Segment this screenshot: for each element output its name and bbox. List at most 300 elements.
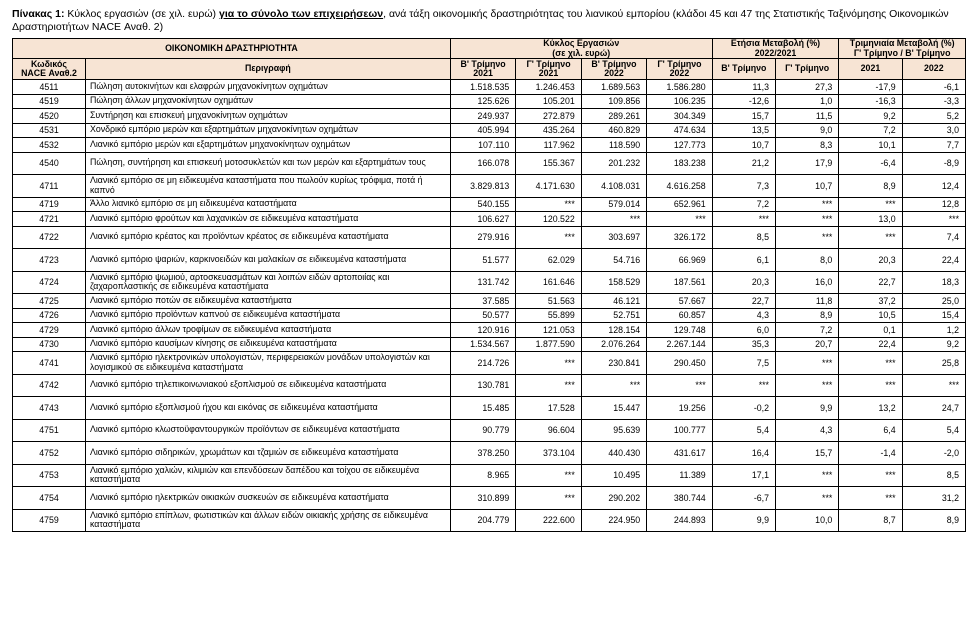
cell-annual-q2: -6,7 [712,487,775,510]
cell-q3-2022: 100.777 [647,419,712,442]
cell-q3-2021: 435.264 [516,123,581,138]
cell-code: 4725 [13,294,86,309]
cell-q3-2022: 127.773 [647,138,712,153]
cell-q2-2021: 378.250 [450,442,515,465]
cell-q3-2022: 106.235 [647,94,712,109]
cell-q3-2022: 244.893 [647,509,712,532]
cell-q3-2022: 60.857 [647,308,712,323]
cell-quarter-2022: 24,7 [902,397,965,420]
cell-annual-q2: 7,3 [712,175,775,198]
table-row [13,197,966,212]
cell-q2-2022: 201.232 [581,152,646,175]
table-row [13,249,966,272]
cell-description: Λιανικό εμπόριο ηλεκτρονικών υπολογιστών, περιφερειακών μονάδων υπολογιστών και λογισμικού σε ειδικευμένα καταστήματα [85,352,450,375]
cell-q3-2021: *** [516,226,581,249]
header-code [13,59,86,80]
cell-code: 4724 [13,271,86,294]
cell-quarter-2022: -3,3 [902,94,965,109]
cell-q2-2021: 130.781 [450,374,515,397]
cell-quarter-2022: 8,9 [902,509,965,532]
cell-code: 4742 [13,374,86,397]
cell-q2-2021: 51.577 [450,249,515,272]
cell-quarter-2022: 9,2 [902,337,965,352]
cell-q2-2022: 4.108.031 [581,175,646,198]
cell-q2-2022: 289.261 [581,109,646,124]
cell-q3-2022: 19.256 [647,397,712,420]
header-annual-q2: Β' Τρίμηνο [712,59,775,80]
header-code-line2: NACE Αναθ.2 [21,68,77,78]
header-turnover-title: Κύκλος Εργασιών [543,38,620,48]
cell-q3-2021: 1.877.590 [516,337,581,352]
cell-annual-q3: 9,9 [775,397,838,420]
cell-code: 4723 [13,249,86,272]
cell-q3-2022: 11.389 [647,464,712,487]
header-code-line1: Κωδικός [31,58,67,69]
cell-quarter-2021: *** [839,197,902,212]
cell-quarter-2021: 22,7 [839,271,902,294]
cell-annual-q3: 27,3 [775,80,838,95]
cell-q2-2021: 214.726 [450,352,515,375]
cell-q3-2021: 17.528 [516,397,581,420]
table-row [13,175,966,198]
cell-q2-2021: 1.534.567 [450,337,515,352]
table-row [13,294,966,309]
header-q3-2021-label: Γ' Τρίμηνο [526,58,571,69]
cell-quarter-2021: 10,1 [839,138,902,153]
cell-q2-2021: 540.155 [450,197,515,212]
cell-q2-2022: 109.856 [581,94,646,109]
cell-description: Λιανικό εμπόριο τηλεπικοινωνιακού εξοπλισμού σε ειδικευμένα καταστήματα [85,374,450,397]
cell-q2-2022: 1.689.563 [581,80,646,95]
cell-q2-2022: 95.639 [581,419,646,442]
cell-q2-2021: 3.829.813 [450,175,515,198]
cell-quarter-2021: 7,2 [839,123,902,138]
cell-code: 4511 [13,80,86,95]
cell-q2-2022: 52.751 [581,308,646,323]
table-row [13,442,966,465]
cell-quarter-2021: 37,2 [839,294,902,309]
cell-q3-2022: 326.172 [647,226,712,249]
cell-q3-2021: 121.053 [516,323,581,338]
cell-quarter-2022: -6,1 [902,80,965,95]
cell-code: 4759 [13,509,86,532]
cell-quarter-2021: 8,7 [839,509,902,532]
cell-quarter-2022: 12,4 [902,175,965,198]
cell-annual-q3: 8,3 [775,138,838,153]
cell-annual-q3: 10,0 [775,509,838,532]
cell-q3-2021: 96.604 [516,419,581,442]
table-row [13,109,966,124]
cell-q2-2022: 15.447 [581,397,646,420]
cell-quarter-2022: *** [902,374,965,397]
cell-q2-2022: 224.950 [581,509,646,532]
cell-annual-q2: 5,4 [712,419,775,442]
cell-annual-q2: 6,0 [712,323,775,338]
cell-quarter-2022: 7,7 [902,138,965,153]
caption-text-1: Κύκλος εργασιών (σε χιλ. ευρώ) [64,8,219,20]
header-q2-2021-label: Β' Τρίμηνο [460,58,506,69]
cell-quarter-2021: -1,4 [839,442,902,465]
cell-q3-2021: 4.171.630 [516,175,581,198]
cell-q3-2021: *** [516,352,581,375]
cell-description: Λιανικό εμπόριο ηλεκτρικών οικιακών συσκευών σε ειδικευμένα καταστήματα [85,487,450,510]
table-row [13,80,966,95]
cell-q2-2021: 131.742 [450,271,515,294]
cell-description: Λιανικό εμπόριο μερών και εξαρτημάτων μηχανοκίνητων οχημάτων [85,138,450,153]
cell-description: Πώληση άλλων μηχανοκίνητων οχημάτων [85,94,450,109]
cell-q3-2021: 62.029 [516,249,581,272]
cell-code: 4752 [13,442,86,465]
header-quarterly-change [839,39,966,59]
header-q2-2022-label: Β' Τρίμηνο [591,58,637,69]
cell-annual-q2: *** [712,374,775,397]
cell-quarter-2021: -6,4 [839,152,902,175]
cell-q2-2022: *** [581,374,646,397]
cell-annual-q3: 11,8 [775,294,838,309]
cell-q2-2021: 125.626 [450,94,515,109]
table-row [13,226,966,249]
cell-description: Χονδρικό εμπόριο μερών και εξαρτημάτων μηχανοκίνητων οχημάτων [85,123,450,138]
cell-q3-2022: 129.748 [647,323,712,338]
cell-code: 4719 [13,197,86,212]
cell-q2-2022: 10.495 [581,464,646,487]
cell-quarter-2022: 8,5 [902,464,965,487]
cell-q3-2021: *** [516,487,581,510]
cell-annual-q2: 22,7 [712,294,775,309]
cell-q3-2021: *** [516,464,581,487]
caption-prefix: Πίνακας 1: [12,8,65,20]
cell-description: Λιανικό εμπόριο άλλων τροφίμων σε ειδικευμένα καταστήματα [85,323,450,338]
cell-description: Λιανικό εμπόριο προϊόντων καπνού σε ειδικευμένα καταστήματα [85,308,450,323]
cell-quarter-2021: *** [839,374,902,397]
cell-annual-q3: 16,0 [775,271,838,294]
table-row [13,397,966,420]
cell-description: Λιανικό εμπόριο κλωστοϋφαντουργικών προϊόντων σε ειδικευμένα καταστήματα [85,419,450,442]
cell-q2-2021: 90.779 [450,419,515,442]
header-q3-2022-label: Γ' Τρίμηνο [657,58,702,69]
cell-q3-2022: 290.450 [647,352,712,375]
cell-q3-2021: 272.879 [516,109,581,124]
cell-q2-2021: 310.899 [450,487,515,510]
cell-q2-2022: 440.430 [581,442,646,465]
cell-quarter-2022: 5,4 [902,419,965,442]
cell-q2-2021: 1.518.535 [450,80,515,95]
cell-quarter-2021: *** [839,464,902,487]
cell-quarter-2021: 9,2 [839,109,902,124]
header-turnover-unit: (σε χιλ. ευρώ) [552,47,611,58]
cell-q2-2022: 230.841 [581,352,646,375]
cell-quarter-2022: 25,8 [902,352,965,375]
table-row [13,138,966,153]
cell-description: Λιανικό εμπόριο επίπλων, φωτιστικών και άλλων ειδών οικιακής χρήσης σε ειδικευμένα καταστήματα [85,509,450,532]
cell-annual-q2: 13,5 [712,123,775,138]
table-row [13,323,966,338]
cell-q3-2021: 51.563 [516,294,581,309]
cell-annual-q2: 35,3 [712,337,775,352]
header-q2-2021-year: 2021 [473,68,493,78]
cell-code: 4540 [13,152,86,175]
cell-annual-q2: 4,3 [712,308,775,323]
cell-description: Λιανικό εμπόριο σε μη ειδικευμένα καταστήματα που πωλούν κυρίως τρόφιμα, ποτά ή καπνό [85,175,450,198]
table-row [13,464,966,487]
cell-q3-2021: 161.646 [516,271,581,294]
header-q2-2022 [581,59,646,80]
cell-q2-2021: 50.577 [450,308,515,323]
cell-q2-2021: 106.627 [450,212,515,227]
cell-q3-2022: 652.961 [647,197,712,212]
cell-annual-q3: 9,0 [775,123,838,138]
cell-description: Λιανικό εμπόριο εξοπλισμού ήχου και εικόνας σε ειδικευμένα καταστήματα [85,397,450,420]
cell-annual-q3: 4,3 [775,419,838,442]
cell-quarter-2021: 10,5 [839,308,902,323]
cell-code: 4753 [13,464,86,487]
cell-q3-2022: *** [647,374,712,397]
cell-code: 4721 [13,212,86,227]
cell-q3-2021: *** [516,374,581,397]
cell-code: 4711 [13,175,86,198]
header-turnover [450,39,712,59]
table-row [13,123,966,138]
table-row [13,352,966,375]
cell-q2-2022: 158.529 [581,271,646,294]
cell-annual-q3: *** [775,464,838,487]
cell-q2-2021: 166.078 [450,152,515,175]
cell-code: 4532 [13,138,86,153]
table-body [13,80,966,532]
cell-q3-2022: 4.616.258 [647,175,712,198]
cell-q2-2022: 46.121 [581,294,646,309]
cell-q3-2021: 1.246.453 [516,80,581,95]
header-q3-2022 [647,59,712,80]
cell-annual-q2: 17,1 [712,464,775,487]
cell-q2-2022: 303.697 [581,226,646,249]
cell-quarter-2022: 7,4 [902,226,965,249]
cell-quarter-2021: -16,3 [839,94,902,109]
cell-description: Λιανικό εμπόριο ψωμιού, αρτοσκευασμάτων και λοιπών ειδών αρτοποιίας και ζαχαροπλαστικής σε ειδικευμένα καταστήματα [85,271,450,294]
cell-annual-q3: 8,9 [775,308,838,323]
cell-q3-2021: 155.367 [516,152,581,175]
cell-quarter-2022: 3,0 [902,123,965,138]
header-year-2021: 2021 [839,59,902,80]
cell-description: Συντήρηση και επισκευή μηχανοκίνητων οχημάτων [85,109,450,124]
cell-q3-2022: 57.667 [647,294,712,309]
header-annual-q3: Γ' Τρίμηνο [775,59,838,80]
cell-annual-q3: *** [775,226,838,249]
header-q2-2022-year: 2022 [604,68,624,78]
cell-quarter-2021: 22,4 [839,337,902,352]
cell-q3-2021: 222.600 [516,509,581,532]
cell-q2-2021: 8.965 [450,464,515,487]
cell-quarter-2022: 15,4 [902,308,965,323]
cell-annual-q3: 7,2 [775,323,838,338]
cell-annual-q2: 6,1 [712,249,775,272]
cell-q3-2021: 373.104 [516,442,581,465]
cell-q3-2021: 117.962 [516,138,581,153]
cell-quarter-2022: 25,0 [902,294,965,309]
cell-quarter-2021: -17,9 [839,80,902,95]
table-row [13,374,966,397]
cell-annual-q3: *** [775,197,838,212]
cell-quarter-2022: *** [902,212,965,227]
cell-q3-2021: 105.201 [516,94,581,109]
cell-annual-q3: *** [775,487,838,510]
cell-q3-2022: 380.744 [647,487,712,510]
table-row [13,487,966,510]
cell-q3-2021: 120.522 [516,212,581,227]
cell-quarter-2021: 6,4 [839,419,902,442]
table-row [13,419,966,442]
cell-annual-q2: 20,3 [712,271,775,294]
cell-q3-2021: *** [516,197,581,212]
cell-annual-q3: 8,0 [775,249,838,272]
cell-code: 4741 [13,352,86,375]
cell-quarter-2021: *** [839,352,902,375]
cell-annual-q3: 17,9 [775,152,838,175]
cell-quarter-2021: 13,2 [839,397,902,420]
caption-underlined: για το σύνολο των επιχειρήσεων [218,8,384,20]
header-quarter-title: Τριμηνιαία Μεταβολή (%) [849,38,955,48]
cell-description: Λιανικό εμπόριο φρούτων και λαχανικών σε ειδικευμένα καταστήματα [85,212,450,227]
header-annual-change [712,39,839,59]
cell-q2-2021: 107.110 [450,138,515,153]
turnover-table [12,38,966,532]
cell-q3-2022: 431.617 [647,442,712,465]
table-row [13,94,966,109]
cell-q3-2021: 55.899 [516,308,581,323]
cell-q2-2021: 249.937 [450,109,515,124]
cell-q2-2022: *** [581,212,646,227]
cell-q2-2022: 2.076.264 [581,337,646,352]
cell-q3-2022: 474.634 [647,123,712,138]
cell-quarter-2022: 5,2 [902,109,965,124]
cell-description: Πώληση αυτοκινήτων και ελαφρών μηχανοκίνητων οχημάτων [85,80,450,95]
cell-annual-q2: 10,7 [712,138,775,153]
table-row [13,212,966,227]
cell-code: 4751 [13,419,86,442]
cell-annual-q3: 20,7 [775,337,838,352]
table-caption [12,8,963,34]
cell-description: Λιανικό εμπόριο ψαριών, καρκινοειδών και μαλακίων σε ειδικευμένα καταστήματα [85,249,450,272]
caption-text-2: , ανά τάξη οικονομικής δραστηριότητας του λιανικού εμπορίου (κλάδοι 45 και 47 της Στατιστικής Ταξινόμησης Οικονομικών Δραστηριοτήτων NACE Αναθ. 2) [12,8,949,33]
cell-annual-q3: *** [775,374,838,397]
cell-code: 4743 [13,397,86,420]
cell-q2-2022: 290.202 [581,487,646,510]
cell-description: Λιανικό εμπόριο χαλιών, κιλιμιών και επενδύσεων δαπέδου και τοίχου σε ειδικευμένα καταστήματα [85,464,450,487]
cell-code: 4520 [13,109,86,124]
cell-annual-q3: 10,7 [775,175,838,198]
cell-quarter-2021: *** [839,226,902,249]
cell-annual-q2: 11,3 [712,80,775,95]
cell-code: 4519 [13,94,86,109]
cell-annual-q2: 7,2 [712,197,775,212]
cell-quarter-2022: 18,3 [902,271,965,294]
cell-quarter-2021: 8,9 [839,175,902,198]
cell-description: Λιανικό εμπόριο ποτών σε ειδικευμένα καταστήματα [85,294,450,309]
cell-code: 4729 [13,323,86,338]
header-quarter-sub: Γ' Τρίμηνο / Β' Τρίμηνο [853,47,951,58]
cell-description: Λιανικό εμπόριο κρέατος και προϊόντων κρέατος σε ειδικευμένα καταστήματα [85,226,450,249]
cell-quarter-2022: -2,0 [902,442,965,465]
cell-q3-2022: *** [647,212,712,227]
cell-q3-2022: 183.238 [647,152,712,175]
cell-q3-2022: 304.349 [647,109,712,124]
cell-annual-q2: -0,2 [712,397,775,420]
cell-description: Άλλο λιανικό εμπόριο σε μη ειδικευμένα καταστήματα [85,197,450,212]
cell-annual-q2: -12,6 [712,94,775,109]
cell-quarter-2022: 1,2 [902,323,965,338]
cell-description: Λιανικό εμπόριο σιδηρικών, χρωμάτων και τζαμιών σε ειδικευμένα καταστήματα [85,442,450,465]
cell-quarter-2021: 13,0 [839,212,902,227]
cell-code: 4722 [13,226,86,249]
cell-annual-q3: 1,0 [775,94,838,109]
header-q3-2021-year: 2021 [538,68,559,78]
cell-q3-2022: 1.586.280 [647,80,712,95]
cell-quarter-2021: 20,3 [839,249,902,272]
cell-annual-q2: 21,2 [712,152,775,175]
cell-annual-q2: 8,5 [712,226,775,249]
header-annual-sub: 2022/2021 [754,47,797,58]
cell-annual-q2: 9,9 [712,509,775,532]
table-row [13,152,966,175]
cell-q2-2022: 579.014 [581,197,646,212]
cell-q2-2022: 118.590 [581,138,646,153]
cell-quarter-2022: 22,4 [902,249,965,272]
cell-quarter-2022: -8,9 [902,152,965,175]
header-activity: ΟΙΚΟΝΟΜΙΚΗ ΔΡΑΣΤΗΡΙΟΤΗΤΑ [13,39,451,59]
cell-annual-q3: 15,7 [775,442,838,465]
cell-annual-q2: *** [712,212,775,227]
cell-q2-2021: 204.779 [450,509,515,532]
cell-annual-q2: 15,7 [712,109,775,124]
header-q3-2021 [516,59,581,80]
header-description: Περιγραφή [85,59,450,80]
cell-code: 4726 [13,308,86,323]
cell-code: 4754 [13,487,86,510]
cell-description: Λιανικό εμπόριο καυσίμων κίνησης σε ειδικευμένα καταστήματα [85,337,450,352]
cell-code: 4730 [13,337,86,352]
cell-q3-2022: 2.267.144 [647,337,712,352]
cell-q2-2021: 405.994 [450,123,515,138]
header-q2-2021 [450,59,515,80]
header-annual-title: Ετήσια Μεταβολή (%) [730,38,821,48]
cell-annual-q2: 7,5 [712,352,775,375]
cell-q3-2022: 66.969 [647,249,712,272]
cell-quarter-2021: *** [839,487,902,510]
cell-code: 4531 [13,123,86,138]
cell-quarter-2022: 31,2 [902,487,965,510]
table-row [13,337,966,352]
cell-annual-q3: *** [775,212,838,227]
cell-quarter-2022: 12,8 [902,197,965,212]
cell-q2-2022: 54.716 [581,249,646,272]
table-row [13,271,966,294]
cell-quarter-2021: 0,1 [839,323,902,338]
header-q3-2022-year: 2022 [669,68,690,78]
cell-q2-2022: 460.829 [581,123,646,138]
header-year-2022: 2022 [902,59,965,80]
cell-q3-2022: 187.561 [647,271,712,294]
cell-q2-2021: 37.585 [450,294,515,309]
cell-q2-2022: 128.154 [581,323,646,338]
table-row [13,308,966,323]
table-row [13,509,966,532]
cell-annual-q2: 16,4 [712,442,775,465]
cell-q2-2021: 15.485 [450,397,515,420]
cell-q2-2021: 120.916 [450,323,515,338]
cell-annual-q3: *** [775,352,838,375]
cell-annual-q3: 11,5 [775,109,838,124]
cell-q2-2021: 279.916 [450,226,515,249]
